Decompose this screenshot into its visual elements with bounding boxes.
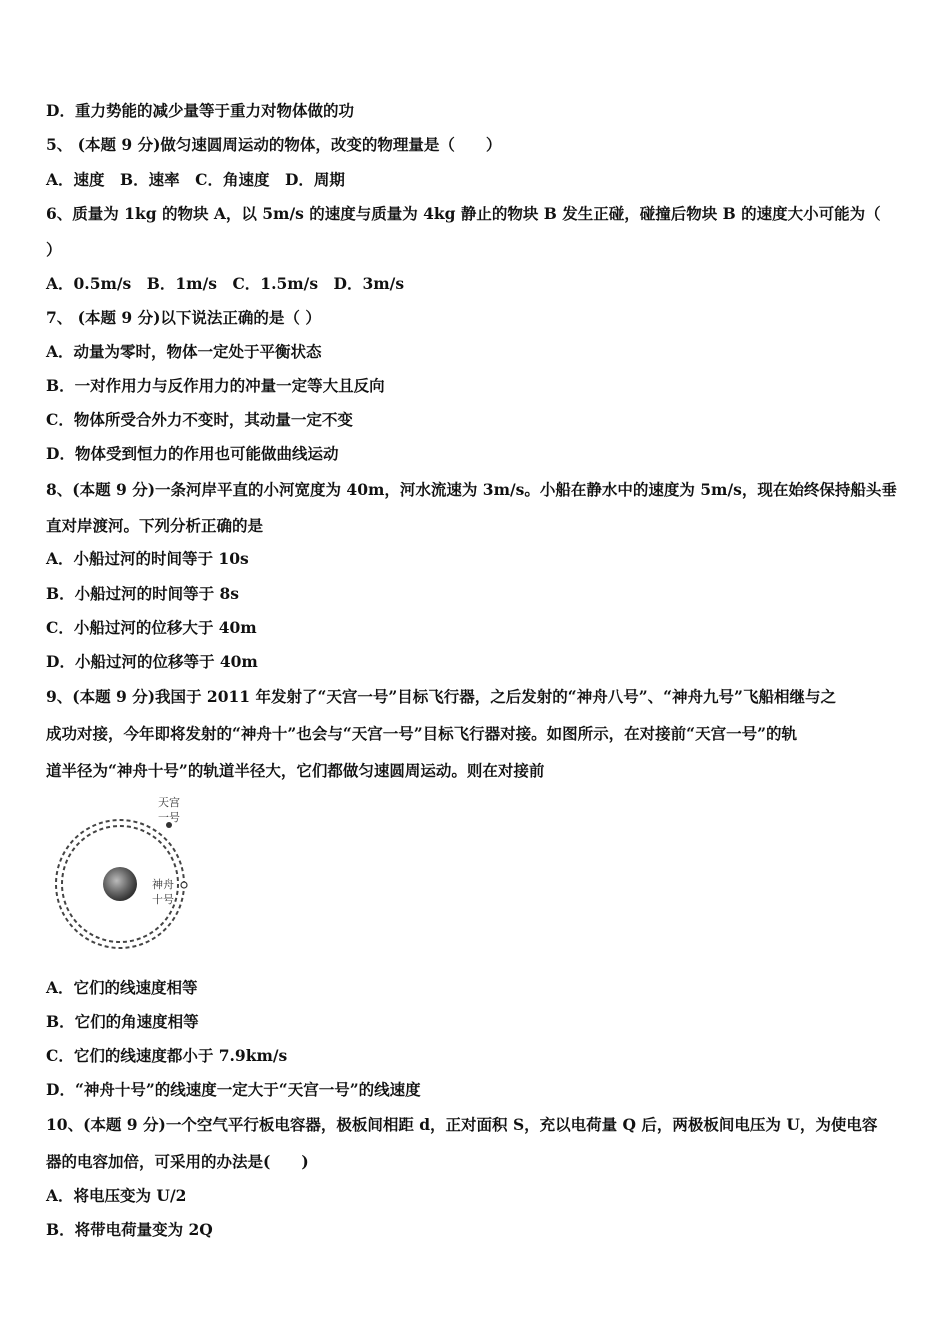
question-8-cont: 直对岸渡河。下列分析正确的是 bbox=[46, 516, 264, 535]
question-10: 10、(本题 9 分)一个空气平行板电容器，极板间相距 d，正对面积 S，充以电荷量 Q 后，两极板间电压为 U，为使电容 bbox=[46, 1115, 878, 1134]
line-d-gravity-potential: D．重力势能的减少量等于重力对物体做的功 bbox=[46, 101, 354, 120]
question-9-cont-1: 成功对接，今年即将发射的“神舟十”也会与“天宫一号”目标飞行器对接。如图所示，在对接前“天宫一号”的轨 bbox=[46, 724, 797, 743]
question-9: 9、(本题 9 分)我国于 2011 年发射了“天宫一号”目标飞行器，之后发射的“神舟八号”、“神舟九号”飞船相继与之 bbox=[46, 687, 836, 706]
question-8: 8、(本题 9 分)一条河岸平直的小河宽度为 40m，河水流速为 3m/s。小船在静水中的速度为 5m/s，现在始终保持船头垂 bbox=[46, 480, 897, 499]
question-5-options: A．速度 B．速率 C．角速度 D．周期 bbox=[46, 170, 345, 189]
question-8-option-d: D．小船过河的位移等于 40m bbox=[46, 652, 258, 671]
question-9-option-d: D．“神舟十号”的线速度一定大于“天宫一号”的线速度 bbox=[46, 1080, 421, 1099]
question-9-option-a: A．它们的线速度相等 bbox=[46, 978, 198, 997]
orbit-diagram bbox=[50, 792, 200, 952]
question-10-option-a: A．将电压变为 U/2 bbox=[46, 1186, 187, 1205]
question-9-option-b: B．它们的角速度相等 bbox=[46, 1012, 199, 1031]
question-7-option-c: C．物体所受合外力不变时，其动量一定不变 bbox=[46, 410, 353, 429]
tiangong-label-1: 天宫 bbox=[158, 796, 180, 809]
shenzhou-marker bbox=[181, 882, 187, 888]
tiangong-label-2: 一号 bbox=[158, 811, 180, 824]
shenzhou-label-1: 神舟 bbox=[152, 878, 174, 891]
question-7: 7、 (本题 9 分)以下说法正确的是（ ） bbox=[46, 308, 321, 327]
question-6-cont: ） bbox=[46, 240, 62, 259]
earth bbox=[103, 867, 137, 901]
question-10-option-b: B．将带电荷量变为 2Q bbox=[46, 1220, 213, 1239]
question-8-option-b: B．小船过河的时间等于 8s bbox=[46, 584, 240, 603]
question-9-option-c: C．它们的线速度都小于 7.9km/s bbox=[46, 1046, 288, 1065]
question-7-option-b: B．一对作用力与反作用力的冲量一定等大且反向 bbox=[46, 376, 385, 395]
question-6: 6、质量为 1kg 的物块 A，以 5m/s 的速度与质量为 4kg 静止的物块 B 发生正碰，碰撞后物块 B 的速度大小可能为（ bbox=[46, 204, 881, 223]
question-7-option-d: D．物体受到恒力的作用也可能做曲线运动 bbox=[46, 444, 339, 463]
question-6-options: A．0.5m/s B．1m/s C．1.5m/s D．3m/s bbox=[46, 274, 405, 293]
shenzhou-label-2: 十号 bbox=[152, 893, 174, 906]
question-10-cont: 器的电容加倍，可采用的办法是( ) bbox=[46, 1152, 309, 1171]
question-9-cont-2: 道半径为“神舟十号”的轨道半径大，它们都做匀速圆周运动。则在对接前 bbox=[46, 761, 545, 780]
question-7-option-a: A．动量为零时，物体一定处于平衡状态 bbox=[46, 342, 322, 361]
question-8-option-a: A．小船过河的时间等于 10s bbox=[46, 549, 249, 568]
question-5: 5、 (本题 9 分)做匀速圆周运动的物体，改变的物理量是（ ） bbox=[46, 135, 502, 154]
question-8-option-c: C．小船过河的位移大于 40m bbox=[46, 618, 257, 637]
